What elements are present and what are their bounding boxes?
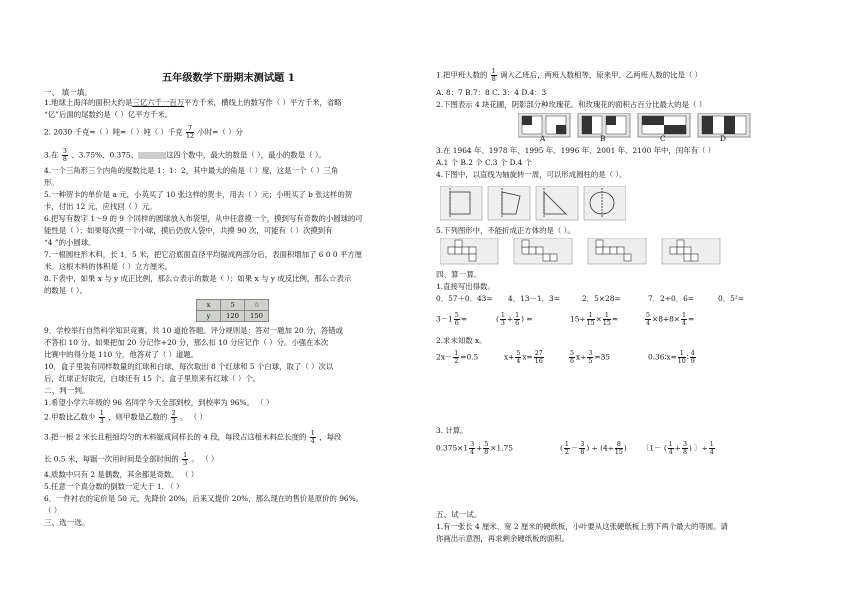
choice-1-options: A. 8：7 B.7：8 C. 3：4 D.4：3 (436, 88, 547, 97)
table-row: y 120 150 (197, 311, 269, 322)
question-3: 3.在 $\frac{3}{8}$ 、3.75%、0.375、 这四个数中，最大的数是（ ），最小的数是（ ）。 (44, 148, 326, 163)
blurred-number-image (138, 152, 166, 159)
cube-net-c (588, 238, 646, 264)
question-10-cont: 后，红球正好取完，白球还有 15 个。盒子里原来有红球（ ）个。 (44, 374, 261, 383)
fraction: $\frac{1}{3}$ (99, 410, 104, 425)
try-1-cont: 你画出示意图，再求剩余硬纸板的面积。 (436, 534, 570, 543)
rotation-shapes (440, 186, 626, 222)
cube-net-b (514, 238, 572, 264)
question-1-cont: “亿”后面的尾数约是（ ）亿平方千米。 (44, 110, 173, 119)
choice-1: 1.把甲班人数的 $\frac{1}{8}$ 调入乙班后，两班人数相等，原来甲、乙两班人数的比是（ ） (436, 68, 703, 83)
table-row: x 5 ☆ (197, 300, 269, 311)
oral-calc-2: 4．13－1．3= (508, 294, 560, 303)
fraction: $\frac{1}{3}$ (183, 452, 188, 467)
solve-heading: 2.求未知数 x。 (436, 336, 487, 345)
flower-bed-figures (518, 113, 752, 143)
equation-3: $\frac{5}{6}$ x÷ $\frac{3}{5}$ =35 (570, 350, 611, 365)
option-label-b: B (600, 134, 606, 143)
rotation-shape-b (488, 186, 530, 220)
oral-calc-6: 3－1 $\frac{5}{6}$ = (436, 312, 468, 327)
question-4: 4.一个三角形三个内角的度数比是 1：1：2，其中最大的角是（ ）度，这是一个（ ）三角 (44, 166, 339, 175)
cube-nets (440, 238, 730, 266)
cube-net-d (662, 238, 720, 264)
judge-6: 6．一件衬衣的定价是 50 元，先降价 20%，后来又提价 20%，那么现在的售价是原价的 96%。 (44, 494, 364, 503)
oral-calc-9: $\frac{5}{4}$ ×8+8× $\frac{1}{4}$ = (646, 312, 695, 327)
choice-3: 3.在 1964 年、1978 年、1995 年、1996 年、2001 年、2100 年中，闰年有（ ） (436, 146, 716, 155)
judge-4: 4.质数中只有 2 是偶数，其余都是奇数。 （ ） (44, 470, 199, 479)
question-7: 7.一根圆柱形木料，长 1．5 米，把它沿底面直径平均锯成两部分后，表面积增加了 6 0 0 平方厘 (44, 250, 363, 259)
section-calculate: 四、算一算。 (436, 270, 482, 279)
question-9: 9．学校举行自然科学知识竞赛，共 10 道抢答题。评分规则是：答对一题加 20 分，答错或 (44, 326, 343, 335)
oral-calc-5: 0．5²= (718, 294, 744, 303)
question-6: 6.把写有数字 1～9 的 9 个同样的圆球放入布袋里，从中任意摸一个，摸到写有奇数的小圆球的可 (44, 214, 363, 223)
xy-table (196, 299, 269, 322)
oral-calc-7: ( $\frac{1}{3}$ + $\frac{1}{6}$ ) = (496, 312, 533, 327)
oral-calc-8: 15÷ $\frac{1}{15}$ × $\frac{1}{15}$ = (570, 312, 619, 327)
rotation-shape-a (440, 186, 482, 220)
page-title: 五年级数学下册期末测试题 1 (162, 72, 295, 84)
option-label-a: A (540, 134, 546, 143)
fraction: $\frac{3}{8}$ (62, 148, 67, 163)
rotation-shape-d (584, 186, 626, 220)
question-9-cont2: 比赛中的得分是 110 分，他答对了（ ）道题。 (44, 350, 199, 359)
section-fill-in: 一、 填一填。 (44, 88, 92, 97)
judge-5: 5.任意一个真分数的倒数一定大于 1. （ ） (44, 482, 184, 491)
question-5: 5.一种贺卡的单价是 a 元，小英买了 10 张这样的贺卡，用去（ ）元；小明买了 b 张这样的贺 (44, 190, 353, 199)
choice-4: 4.下图中，以直线为轴旋转一周，可以形成圆柱的是（ ）。 (436, 170, 627, 179)
equation-2: x+ $\frac{5}{4}$ x= $\frac{27}{16}$ (504, 350, 543, 365)
judge-1: 1.希望小学六年级的 96 名同学今天全部到校，到校率为 96%。 （ ） (44, 398, 274, 407)
section-choose: 三、选一选。 (44, 518, 90, 527)
question-8: 8.下表中，如果 x 与 y 成正比例，那么☆表示的数是（ ）；如果 x 与 y 成反比例，那么☆表示 (44, 274, 352, 283)
choice-2: 2.下图表示 4 块花圃，阴影部分种玫瑰花。和玫瑰花的面积占百分比最大的是（ ） (436, 100, 707, 109)
equation-4: 0.36∶x= $\frac{1}{10}$ ∶ $\frac{4}{9}$ (648, 350, 695, 365)
option-label-c: C (660, 134, 666, 143)
cube-net-a (440, 238, 498, 264)
option-label-d: D (720, 134, 726, 143)
question-1: 1.地球上海洋的面积大约是三亿六千一百万平方千米，横线上的数写作（ ）平方千米，省略 (44, 98, 342, 107)
choice-3-options: A.1 个 B.2 个 C.3 个 D.4 个 (436, 158, 533, 167)
try-1: 1.有一张长 4 厘米、宽 2 厘米的硬纸板，小叶要从这张硬纸板上剪下两个最大的等圆。请 (436, 522, 728, 531)
question-5-cont: 卡，付出 12 元，应找回（ ）元。 (44, 202, 157, 211)
section-judge: 二、判一判。 (44, 386, 90, 395)
question-6-cont: 能性是（ ）；如果每次摸一个小球，摸后仍放入袋中，共摸 90 次，可能有（ ）次摸到有 (44, 226, 333, 235)
compute-1: 0.375×1 $\frac{3}{4}$ + $\frac{5}{8}$ ×1.75 (436, 441, 513, 456)
fraction: $\frac{2}{3}$ (171, 410, 176, 425)
judge-3: 3.把一根 2 米长且粗细均匀的木料锯成同样长的 4 段，每段占这根木料总长度的 $\frac{1}{4}$ ，每段 (44, 430, 342, 445)
judge-6-cont: （ ） (44, 506, 62, 515)
question-8-cont: 的数是（ ）。 (44, 286, 87, 295)
question-7-cont: 米。这根木料的体积是（ ）立方厘米。 (44, 262, 172, 271)
rotation-shape-c (536, 186, 578, 220)
fraction: $\frac{7}{12}$ (186, 125, 195, 140)
choice-5: 5.下列图形中，不能折成正方体的是（ ）。 (436, 226, 575, 235)
compute-2: ( $\frac{1}{2}$ － $\frac{3}{8}$ ) ÷ (4÷ $\frac{8}{15}$ ) (560, 441, 627, 456)
oral-calc-1: 0．57＋0．43= (436, 294, 493, 303)
judge-3-cont: 长 0.5 米，每锯一次用时间是全部时间的 $\frac{1}{3}$ 。 （ ） (44, 452, 219, 467)
question-10: 10．盒子里装有同样数量的红球和白球，每次取出 8 个红球和 5 个白球，取了（ ）次以 (44, 362, 334, 371)
question-4-cont: 形。 (44, 178, 59, 187)
question-6-cont2: “4 ”的小圆球。 (44, 238, 96, 247)
section-try: 五、试一试。 (436, 510, 482, 519)
compute-heading: 3. 计算。 (436, 426, 468, 435)
question-9-cont: 不答扣 10 分。如果把加 20 分记作+20 分，那么扣 10 分应记作（ ）分。小强在本次 (44, 338, 329, 347)
fraction: $\frac{1}{8}$ (491, 68, 496, 83)
fraction: $\frac{1}{4}$ (310, 430, 315, 445)
calc-direct-heading: 1.直接写出得数。 (436, 282, 495, 291)
judge-2: 2.甲数比乙数少 $\frac{1}{3}$ ，则甲数是乙数的 $\frac{2}{3}$ 。 （ ） (44, 410, 207, 425)
oral-calc-4: 7．2÷0．6= (648, 294, 694, 303)
oral-calc-3: 2．5×28= (582, 294, 621, 303)
question-2: 2. 2030 千克=（ ）吨=（ ）吨（ ）千克 $\frac{7}{12}$ 小时=（ ）分 (44, 125, 243, 140)
compute-3: 〔1－ ( $\frac{1}{4}$ + $\frac{3}{8}$ ) 〕÷ $\frac{1}{4}$ (642, 441, 714, 456)
equation-1: 2x－ $\frac{1}{2}$ =0.5 (436, 350, 479, 365)
